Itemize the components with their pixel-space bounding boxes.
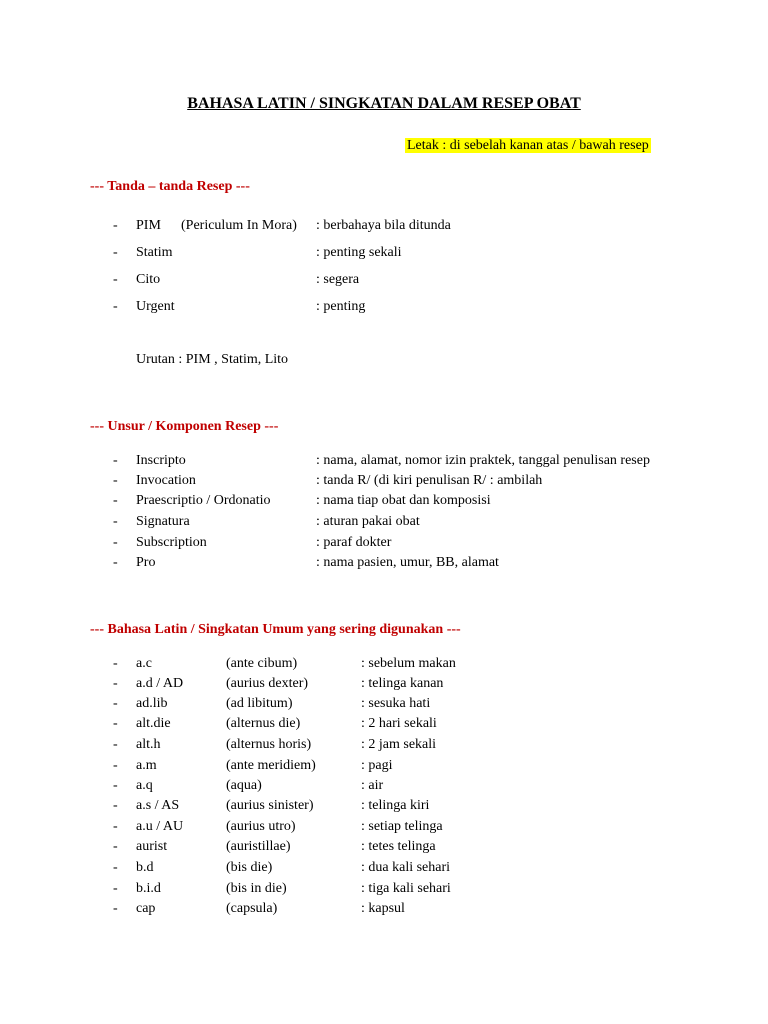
- item-term: PIM: [136, 218, 161, 233]
- item-meaning: : penting sekali: [316, 245, 402, 260]
- item-term: Cito: [136, 272, 161, 287]
- item-dash: -: [113, 514, 118, 529]
- item-dash: -: [113, 493, 118, 508]
- row-abbr: a.c: [136, 656, 152, 671]
- row-meaning: : tetes telinga: [361, 839, 436, 854]
- item-dash: -: [113, 245, 118, 260]
- section-heading-singkatan-umum: --- Bahasa Latin / Singkatan Umum yang sering digunakan ---: [90, 622, 461, 637]
- item-latin: (Periculum In Mora): [181, 218, 297, 233]
- item-meaning: : nama pasien, umur, BB, alamat: [316, 555, 499, 570]
- table-row: [0, 778, 768, 798]
- row-latin: (bis die): [226, 860, 273, 875]
- list-item: [0, 473, 768, 493]
- item-meaning: : berbahaya bila ditunda: [316, 218, 451, 233]
- row-meaning: : setiap telinga: [361, 819, 443, 834]
- row-meaning: : dua kali sehari: [361, 860, 451, 875]
- table-row: [0, 798, 768, 818]
- row-abbr: a.u / AU: [136, 819, 184, 834]
- row-latin: (aurius utro): [226, 819, 296, 834]
- row-abbr: alt.h: [136, 737, 161, 752]
- list-item: [0, 493, 768, 513]
- table-row: [0, 716, 768, 736]
- item-meaning: : tanda R/ (di kiri penulisan R/ : ambilah: [316, 473, 543, 488]
- item-dash: -: [113, 535, 118, 550]
- list-item: [0, 245, 768, 265]
- item-term: Urgent: [136, 299, 175, 314]
- item-dash: -: [113, 453, 118, 468]
- item-dash: -: [113, 555, 118, 570]
- item-dash: -: [113, 272, 118, 287]
- row-dash: -: [113, 656, 118, 671]
- row-abbr: a.s / AS: [136, 798, 180, 813]
- order-note: Urutan : PIM , Statim, Lito: [136, 352, 289, 367]
- row-meaning: : kapsul: [361, 901, 405, 916]
- row-latin: (bis in die): [226, 881, 287, 896]
- list-item: [0, 535, 768, 555]
- row-dash: -: [113, 716, 118, 731]
- row-latin: (auristillae): [226, 839, 291, 854]
- section-heading-tanda-resep: --- Tanda – tanda Resep ---: [90, 179, 250, 194]
- row-latin: (alternus die): [226, 716, 301, 731]
- row-meaning: : air: [361, 778, 384, 793]
- item-dash: -: [113, 218, 118, 233]
- list-item: [0, 514, 768, 534]
- row-latin: (ante meridiem): [226, 758, 316, 773]
- row-latin: (aurius dexter): [226, 676, 309, 691]
- row-latin: (aurius sinister): [226, 798, 314, 813]
- location-note-text: Letak : di sebelah kanan atas / bawah resep: [407, 138, 649, 153]
- item-meaning: : segera: [316, 272, 360, 287]
- row-dash: -: [113, 737, 118, 752]
- item-term: Praescriptio / Ordonatio: [136, 493, 271, 508]
- item-dash: -: [113, 299, 118, 314]
- table-row: [0, 676, 768, 696]
- item-meaning: : nama tiap obat dan komposisi: [316, 493, 491, 508]
- row-meaning: : telinga kanan: [361, 676, 444, 691]
- item-meaning: : nama, alamat, nomor izin praktek, tanggal penulisan resep: [316, 453, 650, 468]
- row-dash: -: [113, 901, 118, 916]
- row-meaning: : 2 hari sekali: [361, 716, 437, 731]
- row-latin: (ante cibum): [226, 656, 298, 671]
- item-term: Invocation: [136, 473, 196, 488]
- list-item: [0, 555, 768, 575]
- row-dash: -: [113, 819, 118, 834]
- item-term: Subscription: [136, 535, 207, 550]
- row-abbr: ad.lib: [136, 696, 168, 711]
- row-latin: (alternus horis): [226, 737, 312, 752]
- item-meaning: : penting: [316, 299, 366, 314]
- row-meaning: : sebelum makan: [361, 656, 456, 671]
- table-row: [0, 881, 768, 901]
- row-latin: (aqua): [226, 778, 262, 793]
- row-latin: (ad libitum): [226, 696, 293, 711]
- table-row: [0, 819, 768, 839]
- row-meaning: : sesuka hati: [361, 696, 431, 711]
- row-meaning: : 2 jam sekali: [361, 737, 437, 752]
- row-abbr: aurist: [136, 839, 168, 854]
- table-row: [0, 901, 768, 921]
- list-item: [0, 299, 768, 319]
- row-meaning: : pagi: [361, 758, 393, 773]
- table-row: [0, 696, 768, 716]
- list-item: [0, 218, 768, 238]
- location-note: [405, 138, 651, 154]
- row-dash: -: [113, 758, 118, 773]
- table-row: [0, 737, 768, 757]
- item-term: Signatura: [136, 514, 190, 529]
- row-dash: -: [113, 881, 118, 896]
- row-dash: -: [113, 676, 118, 691]
- table-row: [0, 860, 768, 880]
- section-heading-komponen-resep: --- Unsur / Komponen Resep ---: [90, 419, 279, 434]
- item-meaning: : aturan pakai obat: [316, 514, 420, 529]
- row-abbr: cap: [136, 901, 156, 916]
- row-dash: -: [113, 778, 118, 793]
- document-title: BAHASA LATIN / SINGKATAN DALAM RESEP OBAT: [187, 95, 581, 112]
- table-row: [0, 839, 768, 859]
- item-term: Statim: [136, 245, 173, 260]
- row-abbr: a.q: [136, 778, 153, 793]
- item-dash: -: [113, 473, 118, 488]
- row-meaning: : telinga kiri: [361, 798, 430, 813]
- list-item: [0, 272, 768, 292]
- row-dash: -: [113, 839, 118, 854]
- table-row: [0, 758, 768, 778]
- row-abbr: b.i.d: [136, 881, 161, 896]
- row-meaning: : tiga kali sehari: [361, 881, 451, 896]
- table-row: [0, 656, 768, 676]
- row-abbr: alt.die: [136, 716, 171, 731]
- row-dash: -: [113, 696, 118, 711]
- row-dash: -: [113, 798, 118, 813]
- row-latin: (capsula): [226, 901, 278, 916]
- item-meaning: : paraf dokter: [316, 535, 392, 550]
- list-item: [0, 453, 768, 473]
- row-abbr: b.d: [136, 860, 154, 875]
- item-term: Pro: [136, 555, 156, 570]
- row-abbr: a.m: [136, 758, 157, 773]
- row-dash: -: [113, 860, 118, 875]
- row-abbr: a.d / AD: [136, 676, 184, 691]
- item-term: Inscripto: [136, 453, 186, 468]
